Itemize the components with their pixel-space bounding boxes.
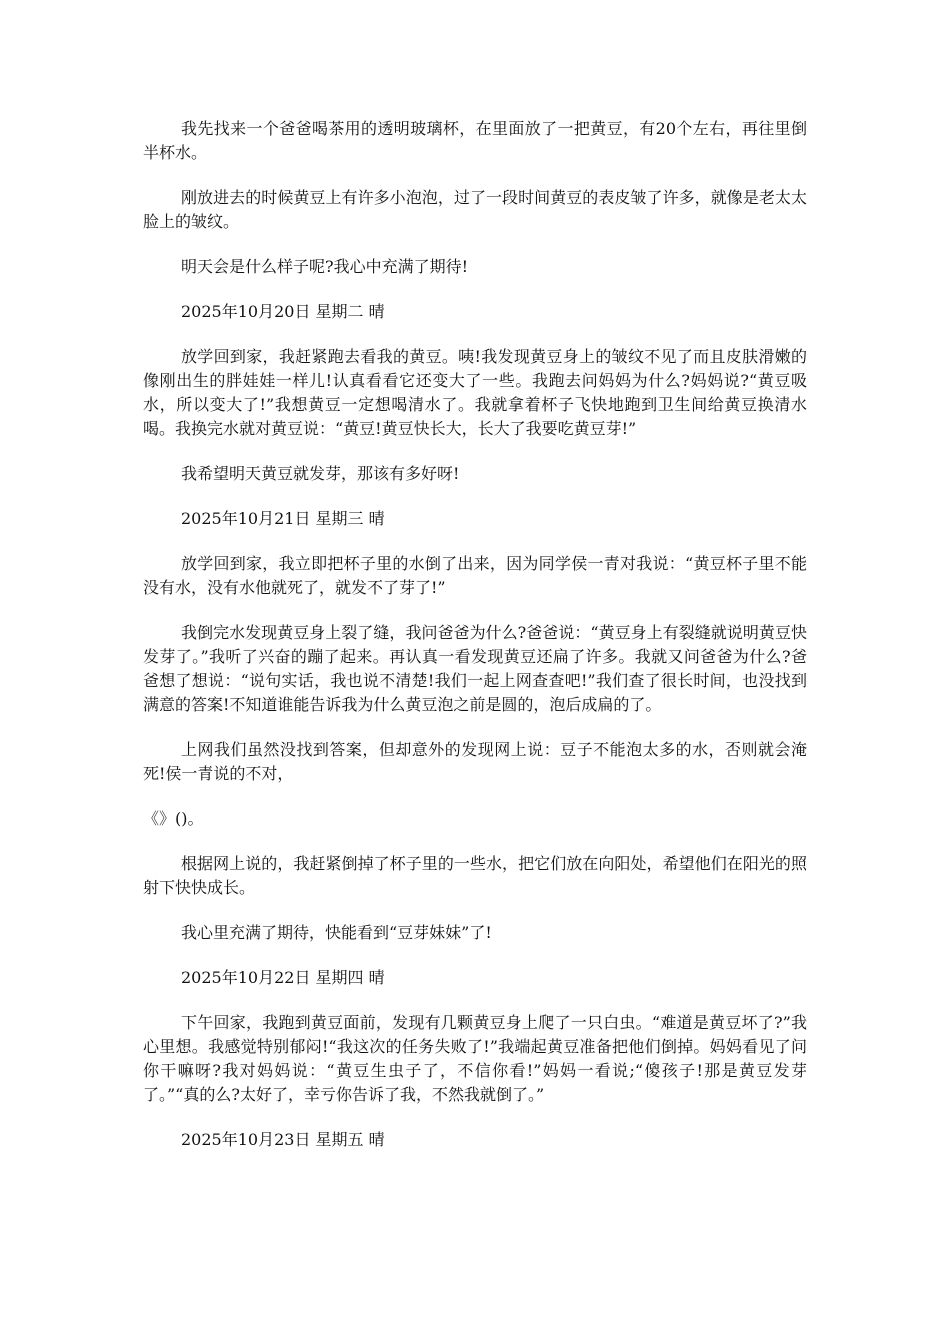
diary-date: 2025年10月20日 星期二 晴 [181,302,385,321]
diary-date: 2025年10月23日 星期五 晴 [181,1130,385,1149]
paragraph: 《》()。 [143,809,204,828]
paragraph: 放学回到家，我赶紧跑去看我的黄豆。咦!我发现黄豆身上的皱纹不见了而且皮肤滑嫩的像刚出生的胖娃娃一样儿!认真看看它还变大了一些。我跑去问妈妈为什么?妈妈说?“黄豆吸水，所以变大了!”我想黄豆一定想喝清水了。我就拿着杯子飞快地跑到卫生间给黄豆换清水喝。我换完水就对黄豆说：“黄豆!黄豆快长大，长大了我要吃黄豆芽!” [143,347,807,438]
paragraph: 我心里充满了期待，快能看到“豆芽妹妹”了! [181,923,492,942]
paragraph: 放学回到家，我立即把杯子里的水倒了出来，因为同学侯一青对我说：“黄豆杯子里不能没有水，没有水他就死了，就发不了芽了!” [143,554,807,597]
paragraph: 明天会是什么样子呢?我心中充满了期待! [181,257,469,276]
paragraph: 下午回家，我跑到黄豆面前，发现有几颗黄豆身上爬了一只白虫。“难道是黄豆坏了?”我心里想。我感觉特别郁闷!“我这次的任务失败了!”我端起黄豆准备把他们倒掉。妈妈看见了问你干嘛呀?我对妈妈说：“黄豆生虫子了，不信你看!”妈妈一看说;“傻孩子!那是黄豆发芽了。”“真的么?太好了，幸亏你告诉了我，不然我就倒了。” [143,1013,807,1104]
diary-date: 2025年10月22日 星期四 晴 [181,968,385,987]
paragraph: 我先找来一个爸爸喝茶用的透明玻璃杯，在里面放了一把黄豆，有20个左右，再往里倒半杯水。 [143,119,807,162]
diary-date: 2025年10月21日 星期三 晴 [181,509,385,528]
document-body [143,117,807,1173]
paragraph: 根据网上说的，我赶紧倒掉了杯子里的一些水，把它们放在向阳处，希望他们在阳光的照射下快快成长。 [143,854,807,897]
paragraph: 上网我们虽然没找到答案，但却意外的发现网上说：豆子不能泡太多的水，否则就会淹死!侯一青说的不对， [143,740,807,783]
paragraph: 我倒完水发现黄豆身上裂了缝，我问爸爸为什么?爸爸说：“黄豆身上有裂缝就说明黄豆快发芽了。”我听了兴奋的蹦了起来。再认真一看发现黄豆还扁了许多。我就又问爸爸为什么?爸爸想了想说：“说句实话，我也说不清楚!我们一起上网查查吧!”我们查了很长时间，也没找到满意的答案!不知道谁能告诉我为什么黄豆泡之前是圆的，泡后成扁的了。 [143,623,807,714]
paragraph: 我希望明天黄豆就发芽，那该有多好呀! [181,464,460,483]
paragraph: 刚放进去的时候黄豆上有许多小泡泡，过了一段时间黄豆的表皮皱了许多，就像是老太太脸上的皱纹。 [143,188,807,231]
